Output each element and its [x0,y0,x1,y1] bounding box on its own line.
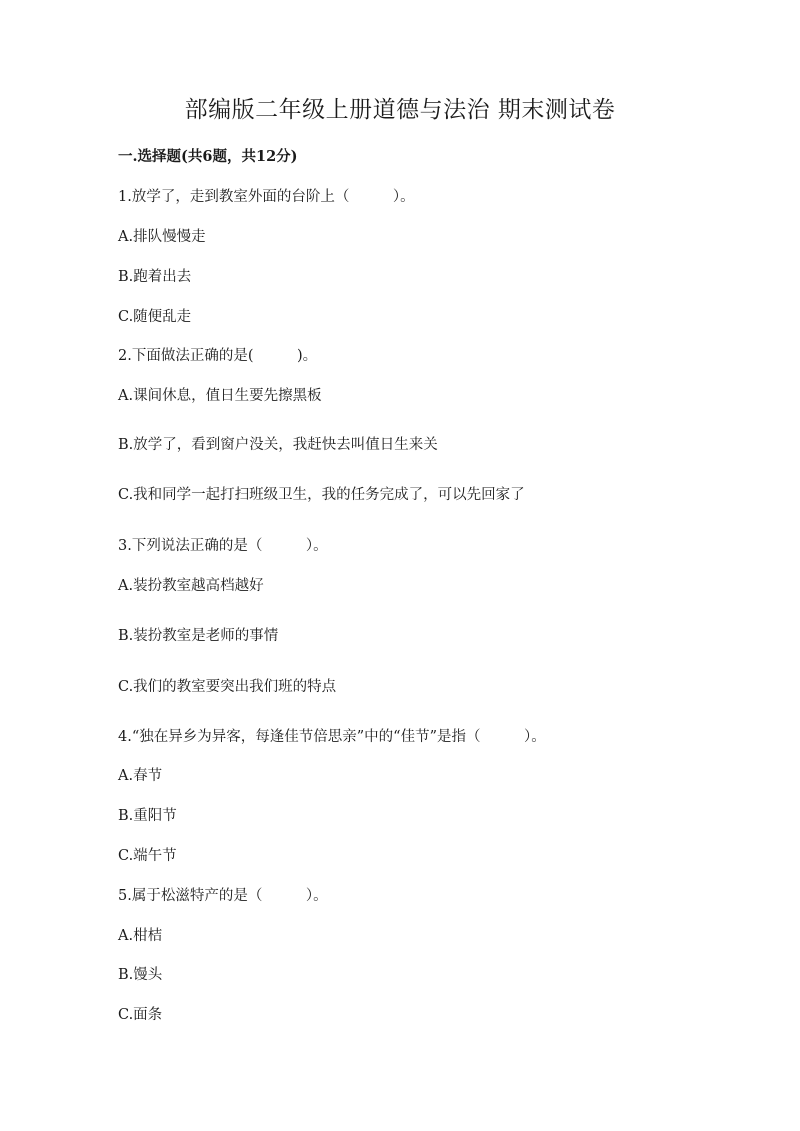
page-title: 部编版二年级上册道德与法治 期末测试卷 [184,97,616,123]
option-c: C.随便乱走 [118,309,192,325]
option-c: C.我和同学一起打扫班级卫生，我的任务完成了，可以先回家了 [118,487,525,503]
question-stem: 1.放学了，走到教室外面的台阶上（ ）。 [118,189,415,205]
option-c: C.面条 [118,1007,163,1023]
question-stem: 4.“独在异乡为异客，每逢佳节倍思亲”中的“佳节”是指（ ）。 [118,729,546,745]
option-c: C.我们的教室要突出我们班的特点 [118,679,337,695]
option-a: A.装扮教室越高档越好 [118,578,264,594]
option-b: B.放学了，看到窗户没关，我赶快去叫值日生来关 [118,437,438,453]
question-stem: 3.下列说法正确的是（ ）。 [118,538,328,554]
section-heading: 一.选择题(共6题，共12分) [118,148,298,165]
question-stem: 5.属于松滋特产的是（ ）。 [118,888,328,904]
option-b: B.装扮教室是老师的事情 [118,628,279,644]
question-stem: 2.下面做法正确的是( )。 [118,348,318,364]
option-a: A.排队慢慢走 [118,229,206,245]
option-a: A.柑桔 [118,928,163,944]
option-a: A.课间休息，值日生要先擦黑板 [118,388,322,404]
option-b: B.重阳节 [118,808,177,824]
option-b: B.馒头 [118,967,163,983]
option-b: B.跑着出去 [118,269,192,285]
option-c: C.端午节 [118,848,177,864]
option-a: A.春节 [118,768,163,784]
